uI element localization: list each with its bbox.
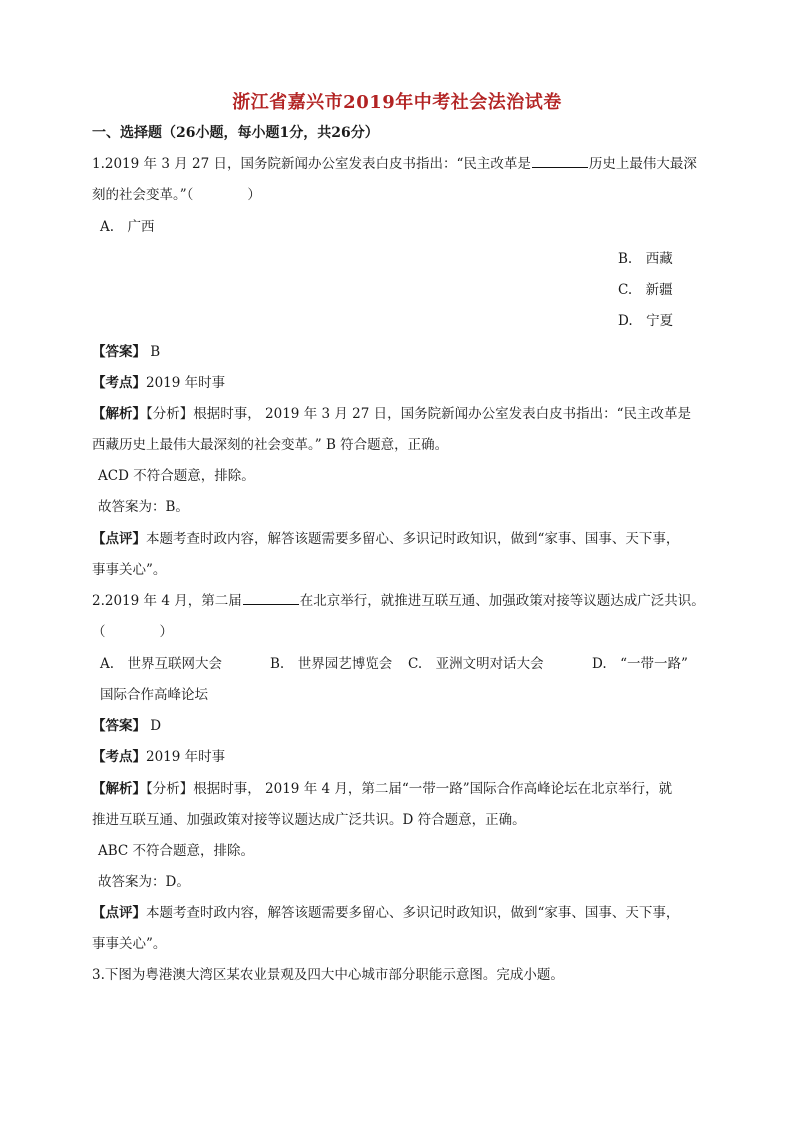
- q2-option-c: C. 亚洲文明对话大会: [408, 656, 544, 672]
- q1-stem-line1: [92, 155, 697, 173]
- q2-option-d: D. “一带一路”: [592, 656, 688, 672]
- q2-blank: [243, 592, 299, 605]
- q2-comment-line1: [92, 904, 679, 922]
- q2-answer-value: D: [150, 718, 162, 734]
- q2-comment-tag: 【点评】: [92, 905, 146, 921]
- q1-point-value: 2019 年时事: [146, 375, 226, 391]
- q1-comment-line2: 事事关心”。: [92, 562, 167, 578]
- q1-answer-tag: 【答案】: [92, 344, 146, 360]
- q2-stem-line2: （ ）: [92, 624, 173, 640]
- q2-analysis-line4: 故答案为：D。: [98, 874, 190, 890]
- q2-stem-line1: [92, 592, 705, 610]
- q2-point: [92, 748, 225, 766]
- q1-analysis-line3: ACD 不符合题意，排除。: [98, 468, 255, 484]
- q1-analysis-line1: [92, 405, 691, 423]
- q1-answer-value: B: [150, 344, 161, 360]
- q1-answer: [92, 343, 160, 361]
- q1-option-b: B. 西藏: [618, 251, 673, 267]
- q1-stem-part-a: 1.2019 年 3 月 27 日，国务院新闻办公室发表白皮书指出：“民主改革是: [92, 156, 531, 172]
- q1-option-c: C. 新疆: [618, 282, 673, 298]
- q1-option-a: A. 广西: [100, 219, 155, 235]
- q2-analysis-line3: ABC 不符合题意，排除。: [98, 843, 255, 859]
- q2-point-tag: 【考点】: [92, 749, 146, 765]
- q2-option-d-continued: 国际合作高峰论坛: [100, 687, 208, 703]
- q1-stem-line2: 刻的社会变革。”（ ）: [92, 187, 261, 203]
- q3-stem: 3.下图为粤港澳大湾区某农业景观及四大中心城市部分职能示意图。完成小题。: [92, 967, 564, 983]
- q2-comment-text1: 本题考查时政内容，解答该题需要多留心、多识记时政知识，做到“家事、国事、天下事，: [146, 905, 680, 921]
- q2-analysis-tag: 【解析】: [92, 781, 146, 797]
- q1-analysis-tag: 【解析】: [92, 406, 146, 422]
- q2-analysis-line1: [92, 780, 672, 798]
- q2-analysis-text1: 【分析】根据时事， 2019 年 4 月，第二届“一带一路”国际合作高峰论坛在北京举行，就: [146, 781, 673, 797]
- q2-analysis-line2: 推进互联互通、加强政策对接等议题达成广泛共识。D 符合题意，正确。: [92, 812, 526, 828]
- q2-answer-tag: 【答案】: [92, 718, 146, 734]
- q2-option-b: B. 世界园艺博览会: [270, 656, 393, 672]
- section-heading: 一、选择题（26小题，每小题1分，共26分）: [92, 125, 379, 141]
- q1-comment-line1: [92, 530, 679, 548]
- page-title: 浙江省嘉兴市2019年中考社会法治试卷: [232, 92, 562, 113]
- q2-point-value: 2019 年时事: [146, 749, 226, 765]
- q1-comment-text1: 本题考查时政内容，解答该题需要多留心、多识记时政知识，做到“家事、国事、天下事，: [146, 531, 680, 547]
- q1-analysis-line4: 故答案为：B。: [98, 499, 189, 515]
- q2-stem-part-b: 在北京举行，就推进互联互通、加强政策对接等议题达成广泛共识。: [299, 593, 705, 609]
- q1-option-d: D. 宁夏: [618, 313, 674, 329]
- q2-option-a: A. 世界互联网大会: [100, 656, 223, 672]
- q2-comment-line2: 事事关心”。: [92, 936, 167, 952]
- q2-answer: [92, 717, 161, 735]
- q1-point: [92, 374, 225, 392]
- q2-stem-part-a: 2.2019 年 4 月，第二届: [92, 593, 242, 609]
- q1-stem-part-b: 历史上最伟大最深: [588, 156, 697, 172]
- q1-blank: [532, 155, 588, 168]
- q1-analysis-text1: 【分析】根据时事， 2019 年 3 月 27 日，国务院新闻办公室发表白皮书指出：“民主改革是: [146, 406, 692, 422]
- q1-comment-tag: 【点评】: [92, 531, 146, 547]
- q1-point-tag: 【考点】: [92, 375, 146, 391]
- q1-analysis-line2: 西藏历史上最伟大最深刻的社会变革。” B 符合题意，正确。: [92, 437, 449, 453]
